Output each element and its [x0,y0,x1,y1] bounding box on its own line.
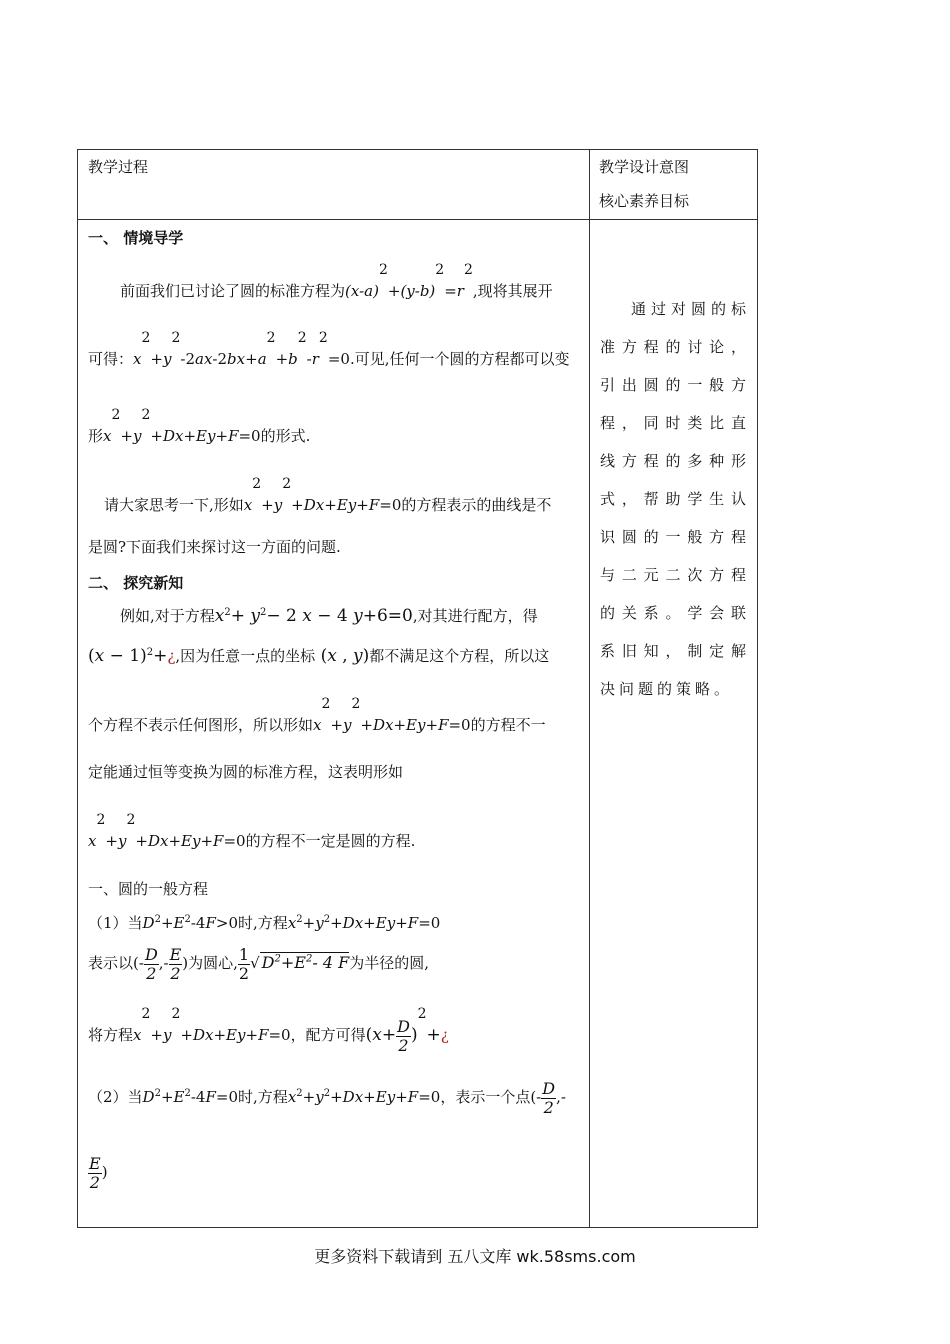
paragraph-line: x2+y2+Dx+Ey+F=0的方程不一定是圆的方程. [88,812,416,850]
header-divider [78,219,757,220]
paragraph-line: 个方程不表示任何图形，所以形如x2+y2+Dx+Ey+F=0的方程不一 [88,696,546,734]
header-process: 教学过程 [88,158,149,176]
paragraph-line: $\frac{E}{2}$ ) [89,1154,108,1192]
lesson-table [77,149,758,1228]
header-design-intent: 教学设计意图 [599,158,690,176]
section-title-general-equation: 一、圆的一般方程 [88,880,209,898]
paragraph-line: 前面我们已讨论了圆的标准方程为(x-a)2+(y-b)2=r2,现将其展开 [120,262,553,300]
section-title-intro: 一、 情境导学 [88,229,184,247]
paragraph-line: 形x2+y2+Dx+Ey+F=0的形式. [88,407,311,445]
paragraph-line: （2）当$D^2+E^2-4F=0$时,方程$x^2+y^2+Dx+Ey+F=0$，表示一个点(- $\frac{D}{2}$ ,- [88,1079,566,1117]
paragraph-line: 请大家思考一下,形如x2+y2+Dx+Ey+F=0的方程表示的曲线是不 [104,476,552,514]
paragraph-line: 定能通过恒等变换为圆的标准方程，这表明形如 [88,763,404,781]
paragraph-line: 可得：x2+y2-2ax-2bx+a2+b2-r2=0.可见,任何一个圆的方程都可以变 [88,330,570,368]
column-divider [589,150,590,1227]
design-intent-text: 通过对圆的标准方程的讨论，引出圆的一般方程，同时类比直线方程的多种形式，帮助学生认识圆的一般方程与二元二次方程的关系。学会联系旧知，制定解决问题的策略。 [600,300,750,698]
footer-link[interactable]: 更多资料下载请到 五八文库 wk.58sms.com [314,1247,636,1266]
paragraph-line: 将方程x2+y2+Dx+Ey+F=0，配方可得(x+ $\frac{D}{2}$ )2+¿ [88,1006,449,1055]
paragraph-line: 表示以(- $\frac{D}{2}$ ,- $\frac{E}{2}$ )为圆心, $\frac{1}{2}$ √ $D^2+E^2-$ 4 F为半径的圆, [88,945,429,983]
header-core-literacy: 核心素养目标 [599,192,690,210]
paragraph-line: 例如,对于方程$x^2+ y^2- 2$ x − 4 y+6=0,对其进行配方，得 [120,606,538,626]
paragraph-line: $(x - 1)^2+¿$,因为任意一点的坐标 (x , y)都不满足这个方程，所以这 [88,646,550,666]
paragraph-line: （1）当$D^2+E^2-4F>0$时,方程$x^2+y^2+Dx+Ey+F=0$ [88,914,441,932]
section-title-explore: 二、 探究新知 [88,574,184,592]
paragraph-line: 是圆?下面我们来探讨这一方面的问题. [88,538,341,556]
